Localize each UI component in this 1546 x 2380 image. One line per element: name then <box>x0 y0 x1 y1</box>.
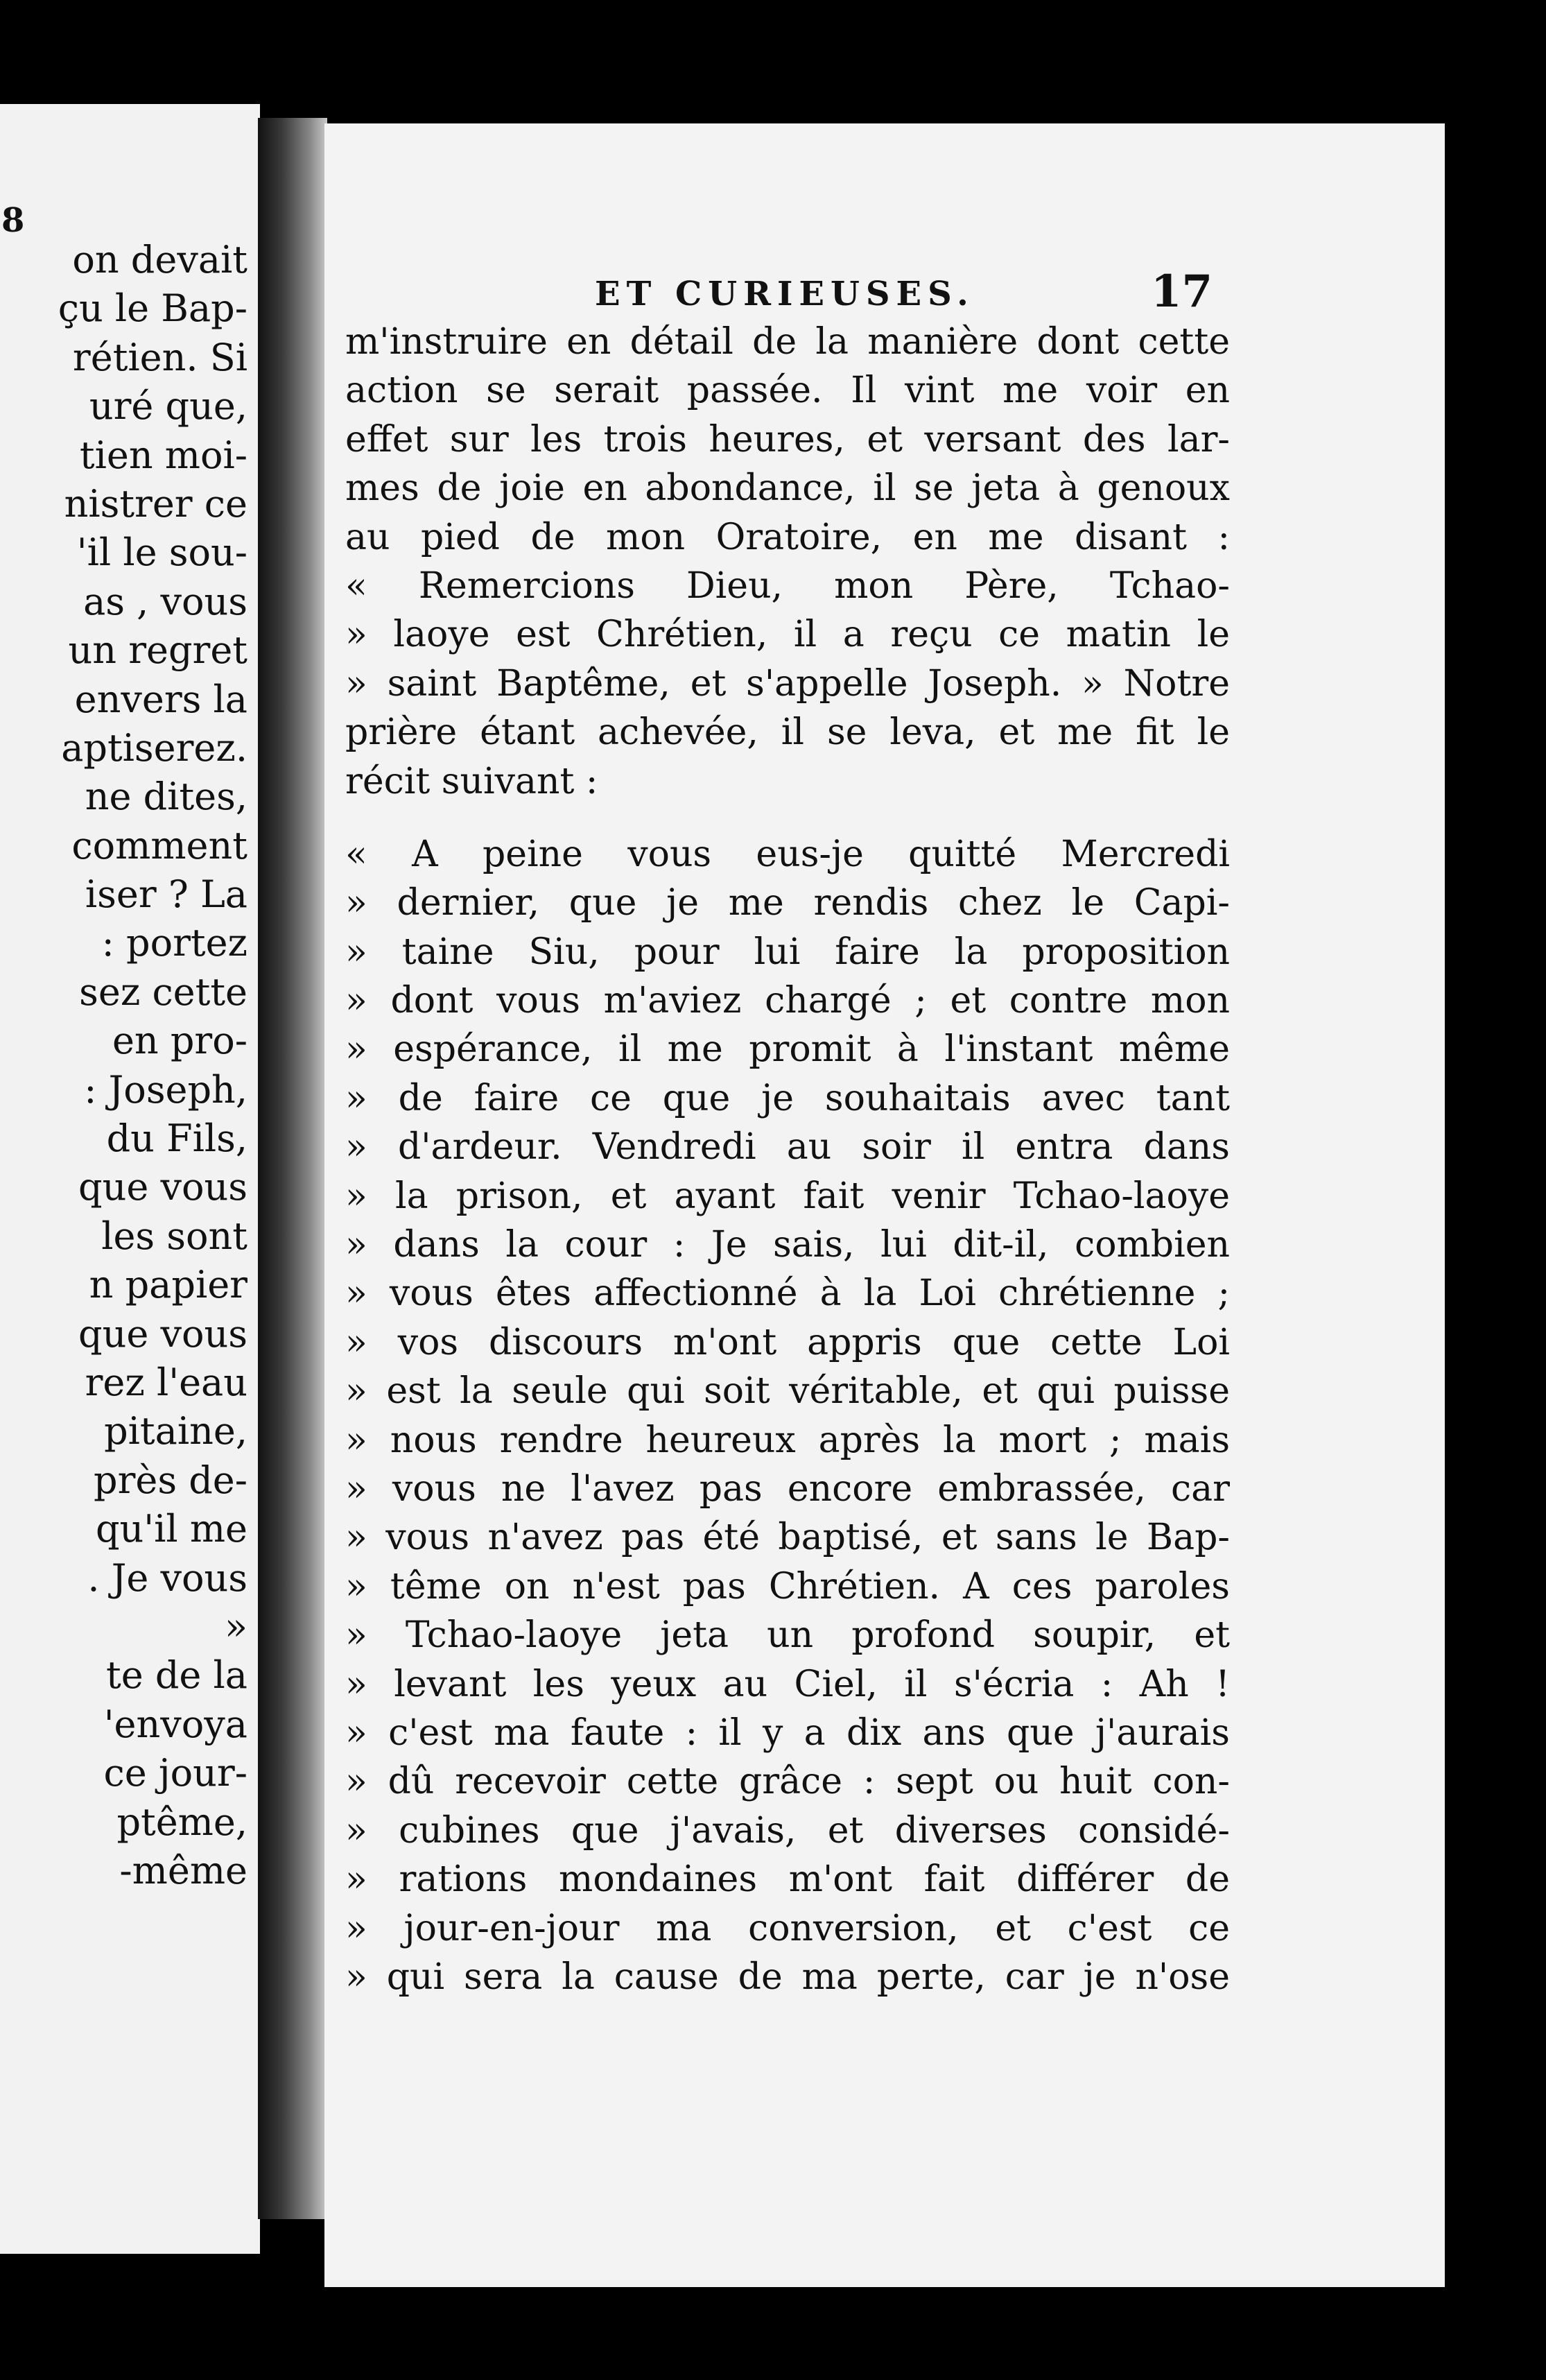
left-line: n papier <box>89 1263 247 1307</box>
book-gutter-shadow <box>258 118 327 2219</box>
text-line: » d'ardeur. Vendredi au soir il entra dans <box>345 1126 1230 1169</box>
left-page-number-fragment: 8 <box>1 201 25 240</box>
left-line: du Fils, <box>106 1116 247 1161</box>
left-line: ptême, <box>116 1800 247 1844</box>
text-line: » taine Siu, pour lui faire la proposition <box>345 931 1230 973</box>
text-line: action se serait passée. Il vint me voir en <box>345 370 1230 412</box>
text-line: « A peine vous eus-je quitté Mercredi <box>345 833 1230 875</box>
left-line: rétien. Si <box>72 335 247 379</box>
text-line: » est la seule qui soit véritable, et qui puisse <box>345 1370 1230 1413</box>
text-line: effet sur les trois heures, et versant des lar- <box>345 418 1230 460</box>
left-line: aptiserez. <box>61 725 247 770</box>
text-line: » la prison, et ayant fait venir Tchao-laoye <box>345 1175 1230 1217</box>
left-line: que vous <box>78 1165 247 1209</box>
left-line: : Joseph, <box>84 1067 247 1112</box>
left-line: près de- <box>94 1458 247 1502</box>
left-line: on devait <box>72 238 247 282</box>
text-line: » dû recevoir cette grâce : sept ou huit con- <box>345 1761 1230 1803</box>
text-line: » vous êtes affectionné à la Loi chrétienne ; <box>345 1273 1230 1315</box>
text-line: » espérance, il me promit à l'instant même <box>345 1028 1230 1071</box>
text-line: » tême on n'est pas Chrétien. A ces paroles <box>345 1565 1230 1607</box>
left-line: » <box>224 1604 247 1648</box>
left-line: rez l'eau <box>85 1360 247 1404</box>
left-line: te de la <box>106 1653 247 1698</box>
text-line: » Tchao-laoye jeta un profond soupir, et <box>345 1614 1230 1657</box>
left-line: pitaine, <box>104 1409 247 1454</box>
text-line: » vous n'avez pas été baptisé, et sans le Bap- <box>345 1517 1230 1559</box>
left-line: nistrer ce <box>64 481 247 526</box>
text-line: » qui sera la cause de ma perte, car je n'ose <box>345 1956 1230 1998</box>
text-line: » levant les yeux au Ciel, il s'écria : Ah ! <box>345 1663 1230 1705</box>
text-line: » dont vous m'aviez chargé ; et contre mon <box>345 980 1230 1022</box>
left-line: en pro- <box>112 1019 247 1063</box>
left-line: que vous <box>78 1311 247 1356</box>
left-page-fragment <box>0 104 260 2254</box>
left-line: 'il le sou- <box>76 531 247 575</box>
left-line: ce jour- <box>103 1751 247 1795</box>
left-line: envers la <box>74 677 247 721</box>
text-line: « Remercions Dieu, mon Père, Tchao- <box>345 564 1230 607</box>
left-line: 'envoya <box>103 1702 247 1746</box>
running-head: ET CURIEUSES. <box>595 275 975 313</box>
text-line: mes de joie en abondance, il se jeta à genoux <box>345 467 1230 510</box>
left-line: çu le Bap- <box>58 286 247 331</box>
left-page-text <box>58 236 247 1895</box>
text-line: » c'est ma faute : il y a dix ans que j'aurais <box>345 1711 1230 1754</box>
text-line: » nous rendre heureux après la mort ; mais <box>345 1419 1230 1461</box>
text-line: » de faire ce que je souhaitais avec tant <box>345 1077 1230 1119</box>
text-line: » jour-en-jour ma conversion, et c'est ce <box>345 1907 1230 1949</box>
left-line: comment <box>71 823 247 868</box>
text-line: » laoye est Chrétien, il a reçu ce matin le <box>345 614 1230 656</box>
left-line: ne dites, <box>85 775 247 819</box>
text-line: » dernier, que je me rendis chez le Capi- <box>345 882 1230 924</box>
text-line: » vous ne l'avez pas encore embrassée, car <box>345 1467 1230 1510</box>
left-line: uré que, <box>89 384 247 429</box>
text-line: » cubines que j'avais, et diverses considé- <box>345 1809 1230 1852</box>
left-line: : portez <box>101 921 247 965</box>
left-line: iser ? La <box>85 872 247 917</box>
text-line: » rations mondaines m'ont fait différer de <box>345 1859 1230 1901</box>
text-line: » saint Baptême, et s'appelle Joseph. » Notre <box>345 662 1230 705</box>
text-line: au pied de mon Oratoire, en me disant : <box>345 516 1230 558</box>
left-line: les sont <box>101 1214 247 1258</box>
left-line: as , vous <box>83 579 247 623</box>
text-line: » vos discours m'ont appris que cette Loi <box>345 1321 1230 1363</box>
left-line: tien moi- <box>79 433 247 477</box>
text-line: » dans la cour : Je sais, lui dit-il, combien <box>345 1224 1230 1266</box>
left-line: sez cette <box>79 969 247 1014</box>
text-line: m'instruire en détail de la manière dont cette <box>345 321 1230 363</box>
paragraph-gap <box>345 806 1230 830</box>
left-line: qu'il me <box>95 1507 247 1551</box>
left-line: . Je vous <box>87 1555 247 1600</box>
text-line: récit suivant : <box>345 760 598 802</box>
left-line: -même <box>119 1848 247 1892</box>
page-number: 17 <box>1151 266 1213 318</box>
main-page <box>324 123 1445 2287</box>
left-line: un regret <box>68 628 247 673</box>
text-line: prière étant achevée, il se leva, et me fit le <box>345 712 1230 754</box>
page-body-text <box>345 318 1230 2001</box>
